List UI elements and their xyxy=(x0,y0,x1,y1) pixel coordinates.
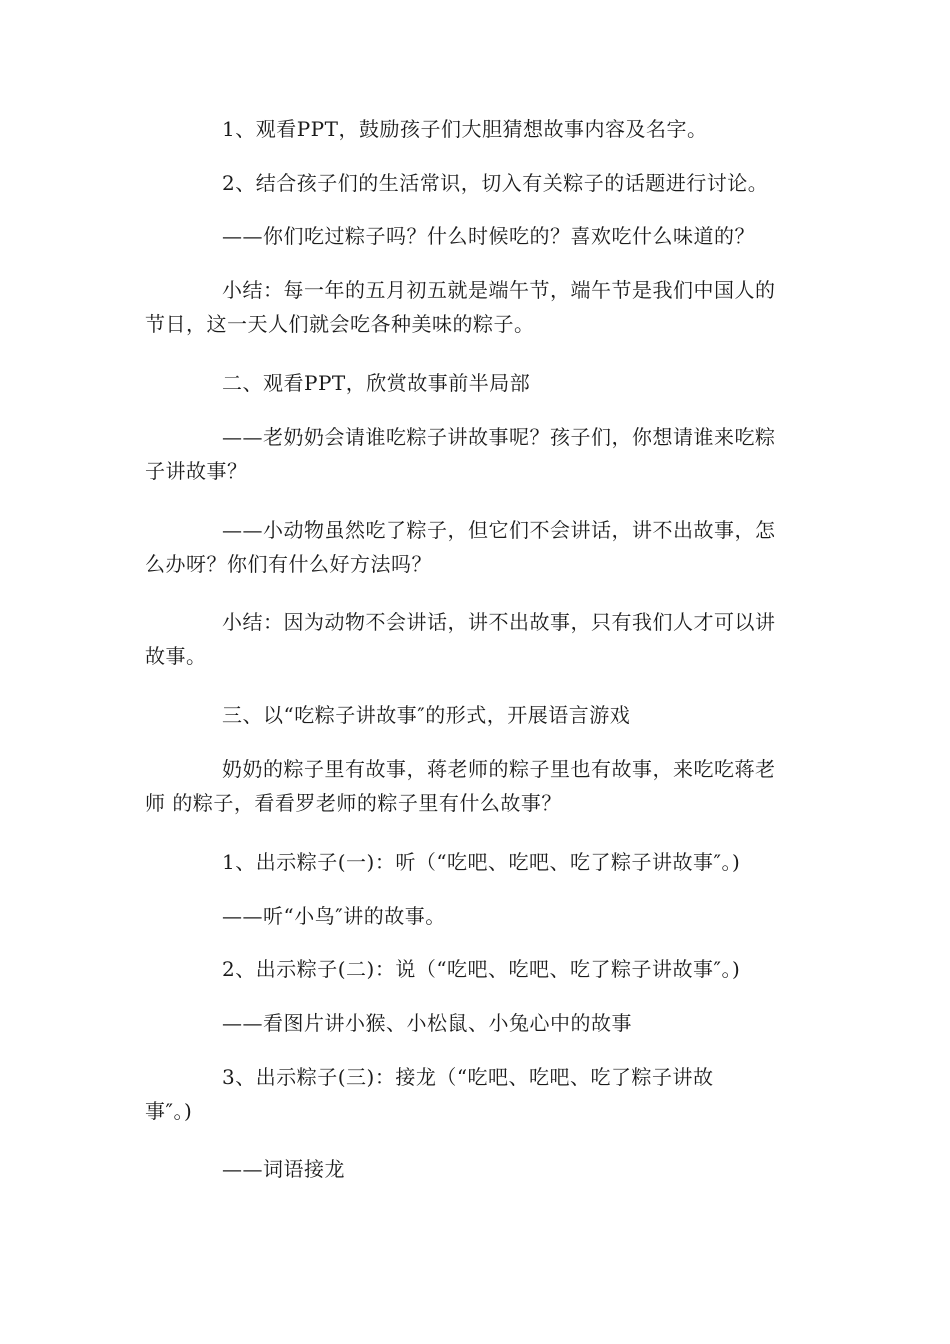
paragraph-1 xyxy=(145,112,810,146)
paragraph-line: 二、观看PPT，欣赏故事前半局部 xyxy=(222,371,531,395)
paragraph-line: 么办呀？你们有什么好方法吗？ xyxy=(145,552,432,576)
paragraph-line: 2、出示粽子(二)：说（“吃吧、吃吧、吃了粽子讲故事″。) xyxy=(222,957,741,981)
paragraph-line: 三、以“吃粽子讲故事″的形式，开展语言游戏 xyxy=(222,703,631,727)
paragraph-14 xyxy=(145,1006,810,1040)
paragraph-line: 3、出示粽子(三)：接龙（“吃吧、吃吧、吃了粽子讲故 xyxy=(222,1065,714,1089)
paragraph-10 xyxy=(145,752,810,820)
paragraph-15 xyxy=(145,1060,810,1128)
paragraph-line: ——看图片讲小猴、小松鼠、小兔心中的故事 xyxy=(222,1011,632,1035)
paragraph-line: 1、出示粽子(一)：听（“吃吧、吃吧、吃了粽子讲故事″。) xyxy=(222,850,741,874)
paragraph-line: 节日，这一天人们就会吃各种美味的粽子。 xyxy=(145,312,535,336)
paragraph-line: 故事。 xyxy=(145,644,207,668)
paragraph-line: ——词语接龙 xyxy=(222,1157,345,1181)
paragraph-line: 子讲故事？ xyxy=(145,459,248,483)
paragraph-3 xyxy=(145,219,810,253)
paragraph-line: ——你们吃过粽子吗？什么时候吃的？喜欢吃什么味道的？ xyxy=(222,224,755,248)
paragraph-line: 2、结合孩子们的生活常识，切入有关粽子的话题进行讨论。 xyxy=(222,171,769,195)
paragraph-line: ——听“小鸟″讲的故事。 xyxy=(222,904,446,928)
paragraph-line: 师 的粽子，看看罗老师的粽子里有什么故事？ xyxy=(145,791,562,815)
paragraph-line: 奶奶的粽子里有故事，蒋老师的粽子里也有故事，来吃吃蒋老 xyxy=(222,757,776,781)
paragraph-line: 事″。) xyxy=(145,1099,193,1123)
paragraph-9 xyxy=(145,698,810,732)
paragraph-2 xyxy=(145,166,810,200)
paragraph-line: 小结：因为动物不会讲话，讲不出故事，只有我们人才可以讲 xyxy=(222,610,776,634)
paragraph-13 xyxy=(145,952,810,986)
paragraph-4 xyxy=(145,273,810,341)
paragraph-7 xyxy=(145,513,810,581)
paragraph-11 xyxy=(145,845,810,879)
paragraph-6 xyxy=(145,420,810,488)
paragraph-5 xyxy=(145,366,810,400)
paragraph-16 xyxy=(145,1152,810,1186)
paragraph-12 xyxy=(145,899,810,933)
paragraph-line: ——老奶奶会请谁吃粽子讲故事呢？孩子们，你想请谁来吃粽 xyxy=(222,425,776,449)
paragraph-line: ——小动物虽然吃了粽子，但它们不会讲话，讲不出故事，怎 xyxy=(222,518,776,542)
paragraph-8 xyxy=(145,605,810,673)
paragraph-line: 1、观看PPT，鼓励孩子们大胆猜想故事内容及名字。 xyxy=(222,117,708,141)
paragraph-line: 小结：每一年的五月初五就是端午节，端午节是我们中国人的 xyxy=(222,278,776,302)
